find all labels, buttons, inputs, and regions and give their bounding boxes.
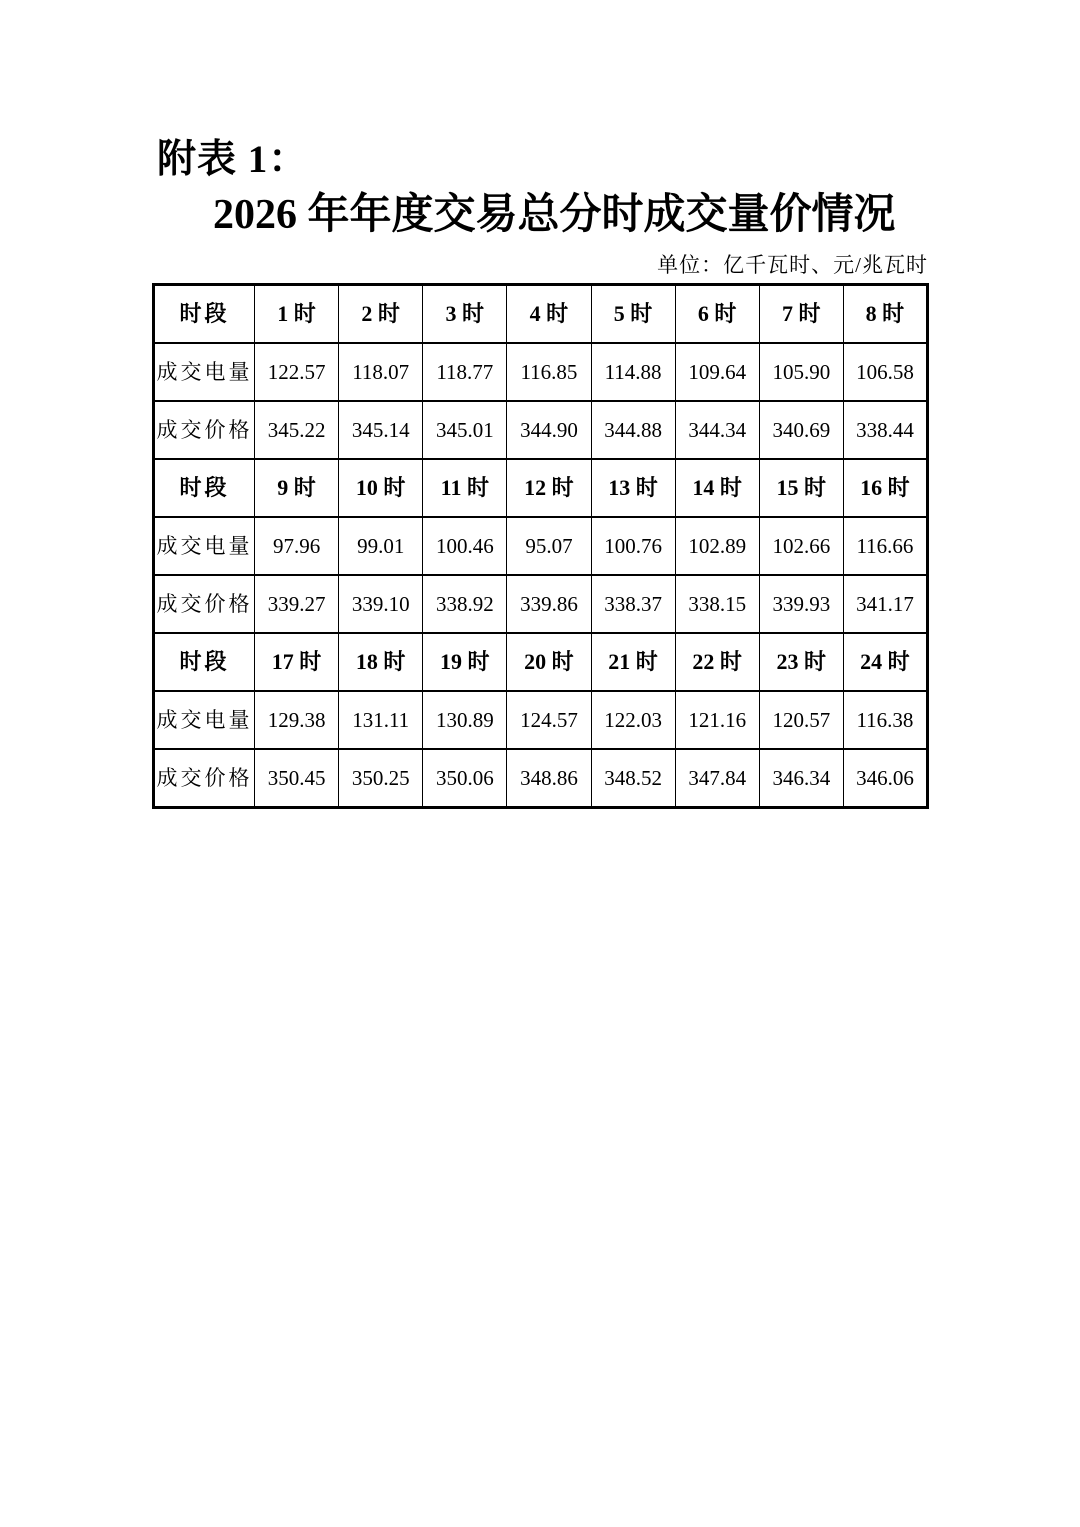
- row-label-cell: 时段: [154, 633, 255, 691]
- trading-table: [152, 283, 929, 809]
- value-cell: 122.57: [255, 343, 339, 401]
- value-cell: 339.86: [507, 575, 591, 633]
- period-cell: 20 时: [507, 633, 591, 691]
- appendix-label: 附表 1：: [157, 138, 309, 181]
- value-cell: 130.89: [423, 691, 507, 749]
- table-row-volume: [154, 691, 928, 749]
- value-cell: 129.38: [255, 691, 339, 749]
- table-row-price: [154, 575, 928, 633]
- value-cell: 102.89: [675, 517, 759, 575]
- table-row-volume: [154, 343, 928, 401]
- value-cell: 131.11: [339, 691, 423, 749]
- row-label-cell: 成交价格: [154, 575, 255, 633]
- value-cell: 118.77: [423, 343, 507, 401]
- period-cell: 10 时: [339, 459, 423, 517]
- value-cell: 116.38: [843, 691, 927, 749]
- value-cell: 109.64: [675, 343, 759, 401]
- period-cell: 3 时: [423, 285, 507, 344]
- value-cell: 122.03: [591, 691, 675, 749]
- page-title: 2026 年年度交易总分时成交量价情况: [213, 192, 896, 238]
- period-cell: 23 时: [759, 633, 843, 691]
- period-cell: 7 时: [759, 285, 843, 344]
- value-cell: 350.25: [339, 749, 423, 808]
- period-cell: 6 时: [675, 285, 759, 344]
- value-cell: 350.45: [255, 749, 339, 808]
- value-cell: 99.01: [339, 517, 423, 575]
- value-cell: 339.93: [759, 575, 843, 633]
- unit-note: 单位：亿千瓦时、元/兆瓦时: [657, 253, 928, 277]
- value-cell: 106.58: [843, 343, 927, 401]
- value-cell: 345.01: [423, 401, 507, 459]
- value-cell: 100.76: [591, 517, 675, 575]
- value-cell: 102.66: [759, 517, 843, 575]
- value-cell: 118.07: [339, 343, 423, 401]
- value-cell: 346.06: [843, 749, 927, 808]
- row-label-cell: 成交价格: [154, 401, 255, 459]
- value-cell: 339.10: [339, 575, 423, 633]
- table-row-price: [154, 749, 928, 808]
- row-label-cell: 成交电量: [154, 517, 255, 575]
- value-cell: 347.84: [675, 749, 759, 808]
- value-cell: 124.57: [507, 691, 591, 749]
- value-cell: 344.88: [591, 401, 675, 459]
- value-cell: 116.66: [843, 517, 927, 575]
- value-cell: 341.17: [843, 575, 927, 633]
- row-label-cell: 成交电量: [154, 691, 255, 749]
- period-cell: 24 时: [843, 633, 927, 691]
- value-cell: 339.27: [255, 575, 339, 633]
- value-cell: 345.14: [339, 401, 423, 459]
- table-row-period-header: [154, 285, 928, 344]
- period-cell: 17 时: [255, 633, 339, 691]
- period-cell: 5 时: [591, 285, 675, 344]
- value-cell: 121.16: [675, 691, 759, 749]
- period-cell: 2 时: [339, 285, 423, 344]
- value-cell: 338.92: [423, 575, 507, 633]
- value-cell: 345.22: [255, 401, 339, 459]
- table-row-price: [154, 401, 928, 459]
- value-cell: 105.90: [759, 343, 843, 401]
- period-cell: 9 时: [255, 459, 339, 517]
- value-cell: 340.69: [759, 401, 843, 459]
- value-cell: 348.52: [591, 749, 675, 808]
- period-cell: 12 时: [507, 459, 591, 517]
- value-cell: 116.85: [507, 343, 591, 401]
- period-cell: 19 时: [423, 633, 507, 691]
- table-row-volume: [154, 517, 928, 575]
- value-cell: 95.07: [507, 517, 591, 575]
- period-cell: 22 时: [675, 633, 759, 691]
- period-cell: 1 时: [255, 285, 339, 344]
- period-cell: 14 时: [675, 459, 759, 517]
- row-label-cell: 成交价格: [154, 749, 255, 808]
- value-cell: 97.96: [255, 517, 339, 575]
- table-row-period-header: [154, 459, 928, 517]
- table-row-period-header: [154, 633, 928, 691]
- value-cell: 348.86: [507, 749, 591, 808]
- value-cell: 100.46: [423, 517, 507, 575]
- value-cell: 338.37: [591, 575, 675, 633]
- period-cell: 4 时: [507, 285, 591, 344]
- row-label-cell: 时段: [154, 285, 255, 344]
- value-cell: 338.44: [843, 401, 927, 459]
- value-cell: 344.34: [675, 401, 759, 459]
- period-cell: 16 时: [843, 459, 927, 517]
- value-cell: 350.06: [423, 749, 507, 808]
- value-cell: 114.88: [591, 343, 675, 401]
- value-cell: 344.90: [507, 401, 591, 459]
- value-cell: 338.15: [675, 575, 759, 633]
- value-cell: 120.57: [759, 691, 843, 749]
- row-label-cell: 成交电量: [154, 343, 255, 401]
- period-cell: 15 时: [759, 459, 843, 517]
- value-cell: 346.34: [759, 749, 843, 808]
- period-cell: 11 时: [423, 459, 507, 517]
- period-cell: 8 时: [843, 285, 927, 344]
- row-label-cell: 时段: [154, 459, 255, 517]
- period-cell: 13 时: [591, 459, 675, 517]
- period-cell: 21 时: [591, 633, 675, 691]
- period-cell: 18 时: [339, 633, 423, 691]
